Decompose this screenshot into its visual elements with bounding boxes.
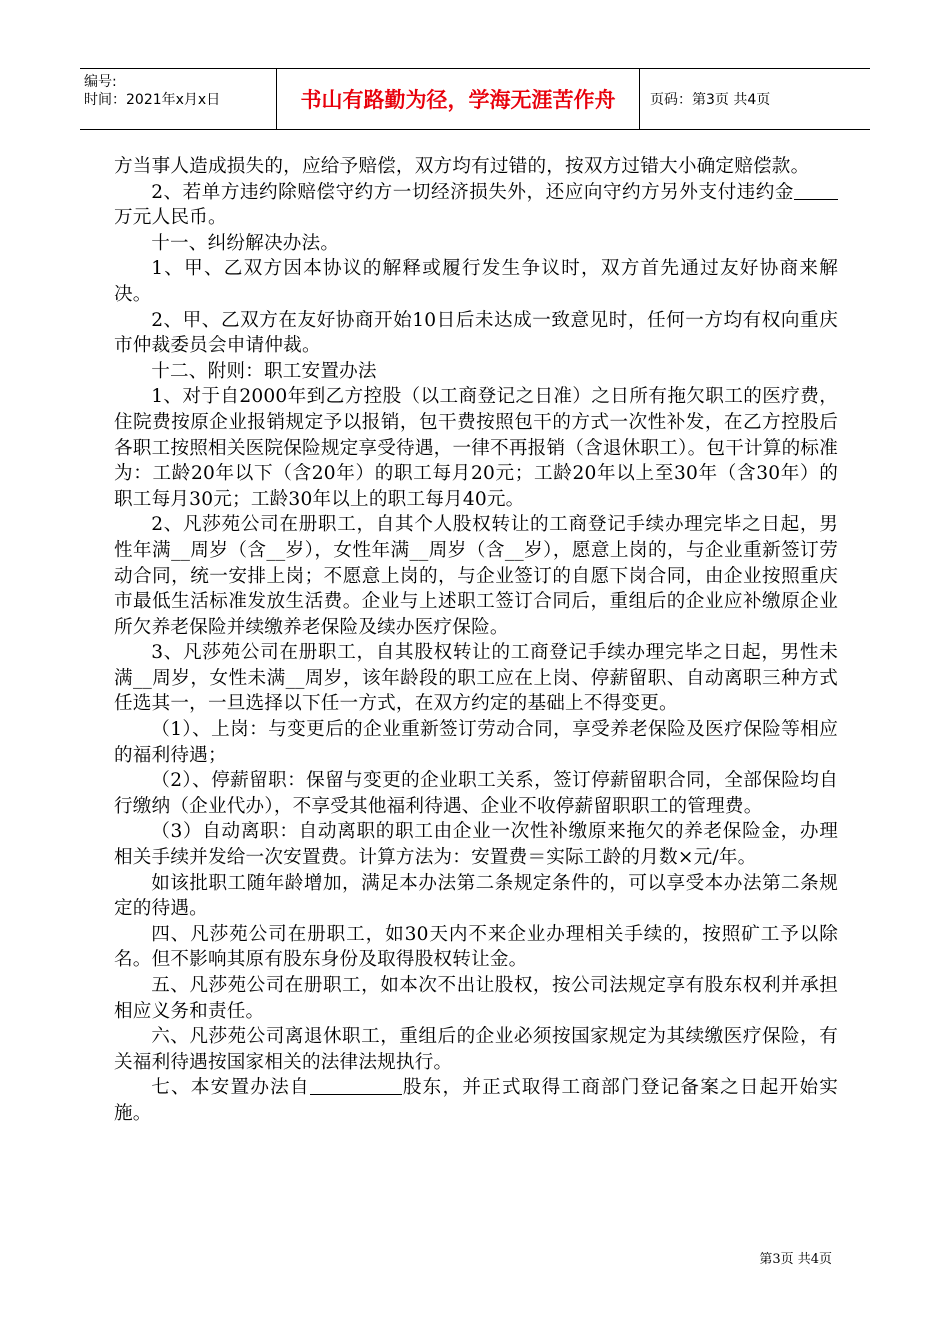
paragraph: 2、凡莎苑公司在册职工，自其个人股权转让的工商登记手续办理完毕之日起，男性年满__周岁（含__岁），女性年满__周岁（含__岁），愿意上岗的，与企业重新签订劳动合同，统一安排上岗；不愿意上岗的，与企业签订的自愿下岗合同，由企业按照重庆市最低生活标准发放生活费。企业与上述职工签订合同后，重组后的企业应补缴原企业所欠养老保险并续缴养老保险及续办医疗保险。 xyxy=(114,514,838,638)
paragraph: （3）自动离职：自动离职的职工由企业一次性补缴原来拖欠的养老保险金，办理相关手续并发给一次安置费。计算方法为：安置费＝实际工龄的月数×元/年。 xyxy=(114,821,838,869)
paragraph: （2）、停薪留职：保留与变更的企业职工关系，签订停薪留职合同，全部保险均自行缴纳（企业代办），不享受其他福利待遇、企业不收停薪留职职工的管理费。 xyxy=(114,770,838,817)
paragraph: 3、凡莎苑公司在册职工，自其股权转让的工商登记手续办理完毕之日起，男性未满__周岁，女性未满__周岁，该年龄段的职工应在上岗、停薪留职、自动离职三种方式任选其一，一旦选择以下任一方式，在双方约定的基础上不得变更。 xyxy=(114,642,838,715)
paragraph-text: 2、若单方违约除赔偿守约方一切经济损失外，还应向守约方另外支付违约金 xyxy=(151,181,794,203)
blank-line xyxy=(794,180,838,200)
paragraph: 1、对于自2000年到乙方控股（以工商登记之日准）之日所有拖欠职工的医疗费，住院费按原企业报销规定予以报销，包干费按照包干的方式一次性补发，在乙方控股后各职工按照相关医院保险规定享受待遇，一律不再报销（含退休职工）。包干计算的标准为：工龄20年以下（含20年）的职工每月20元；工龄20年以上至30年（含30年）的职工每月30元；工龄30年以上的职工每月40元。 xyxy=(114,386,838,510)
paragraph-text: 七、本安置办法自 xyxy=(151,1077,310,1099)
paragraph: 四、凡莎苑公司在册职工，如30天内不来企业办理相关手续的，按照矿工予以除名。但不影响其原有股东身份及取得股权转让金。 xyxy=(114,923,838,971)
paragraph-text: 万元人民币。 xyxy=(114,207,227,229)
paragraph: 五、凡莎苑公司在册职工，如本次不出让股权，按公司法规定享有股东权利并承担相应义务和责任。 xyxy=(114,975,838,1022)
paragraph: （1）、上岗：与变更后的企业重新签订劳动合同，享受养老保险及医疗保险等相应的福利待遇； xyxy=(114,719,838,766)
document-code-label: 编号: xyxy=(84,74,117,90)
header-motto: 书山有路勤为径，学海无涯苦作舟 xyxy=(276,69,640,129)
document-body xyxy=(114,154,838,1127)
document-time-label: 时间：2021年x月x日 xyxy=(84,92,221,108)
page-footer: 第3页 共4页 xyxy=(759,1252,832,1267)
paragraph xyxy=(114,180,838,231)
paragraph: 六、凡莎苑公司离退休职工，重组后的企业必须按国家规定为其续缴医疗保险，有关福利待遇按国家相关的法律法规执行。 xyxy=(114,1026,838,1073)
paragraph: 1、甲、乙双方因本协议的解释或履行发生争议时，双方首先通过友好协商来解决。 xyxy=(114,258,838,305)
paragraph-text: 股东，并正式取得工商部门登记备案之日起开始实施。 xyxy=(114,1077,838,1124)
paragraph: 方当事人造成损失的，应给予赔偿，双方均有过错的，按双方过错大小确定赔偿款。 xyxy=(114,156,810,177)
header-page-number: 页码：第3页 共4页 xyxy=(650,92,771,108)
blank-line xyxy=(310,1075,402,1095)
section-heading: 十二、附则：职工安置办法 xyxy=(151,360,377,382)
paragraph: 如该批职工随年龄增加，满足本办法第二条规定条件的，可以享受本办法第二条规定的待遇。 xyxy=(114,872,838,920)
section-heading: 十一、纠纷解决办法。 xyxy=(151,232,340,254)
paragraph xyxy=(114,1075,838,1126)
paragraph: 2、甲、乙双方在友好协商开始10日后未达成一致意见时，任何一方均有权向重庆市仲裁委员会申请仲裁。 xyxy=(114,309,838,357)
header-left-cell xyxy=(80,69,276,129)
page-header xyxy=(80,68,870,130)
